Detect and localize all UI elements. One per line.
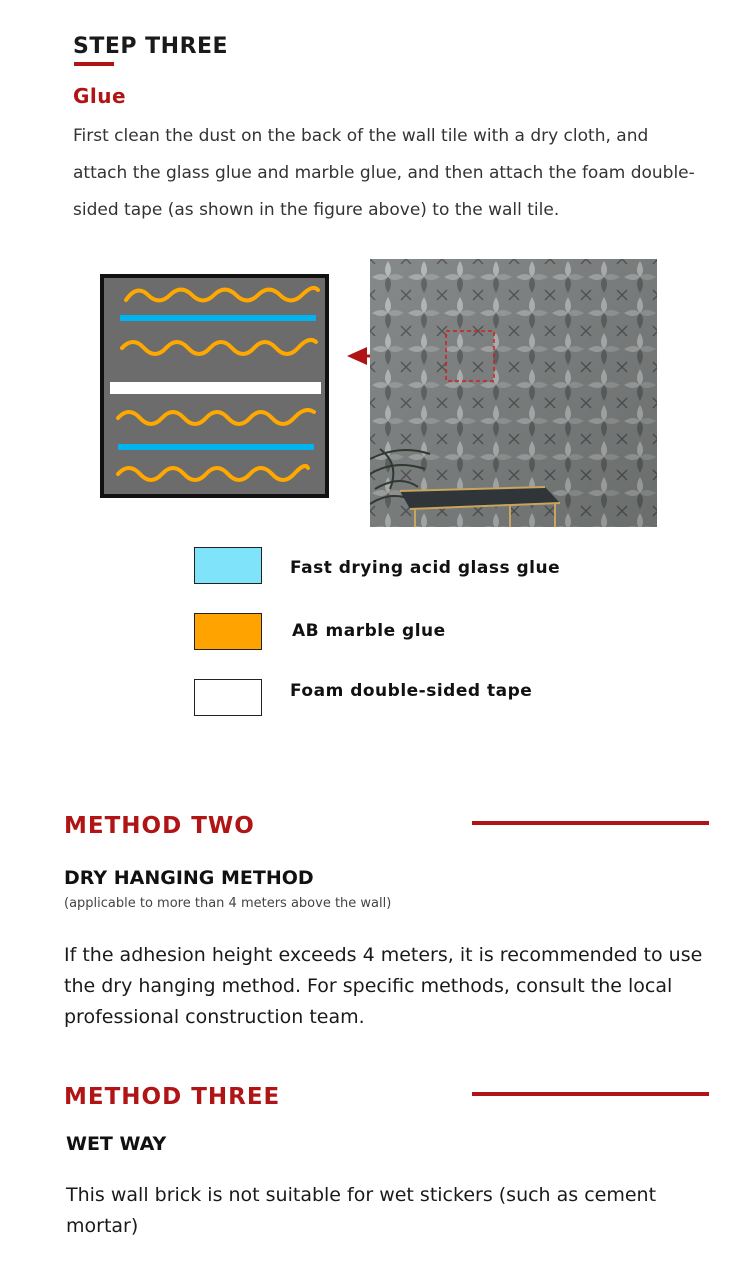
marble-glue-wave-4 [118,466,308,480]
method-three-paragraph: This wall brick is not suitable for wet stickers (such as cement mortar) [66,1184,657,1237]
method-two-title: METHOD TWO [64,813,255,839]
glass-glue-swatch [194,547,262,584]
wall-tile-pattern [370,259,657,527]
marble-glue-wave-2 [122,340,316,354]
marble-glue-label: AB marble glue [292,621,446,641]
foam-tape-swatch [194,679,262,716]
method-three-subtitle: WET WAY [66,1133,167,1155]
method-two-subtitle: DRY HANGING METHOD [64,867,314,889]
marble-glue-swatch [194,613,262,650]
marble-glue-wave-3 [118,410,314,424]
foam-tape-strip [110,382,321,394]
glue-heading: Glue [73,84,127,108]
glue-diagram-graphic [104,278,325,494]
glass-glue-strip-2 [118,444,314,450]
glass-glue-label: Fast drying acid glass glue [290,558,561,578]
method-three-divider [472,1092,709,1096]
step-title: STEP THREE [73,34,229,59]
glue-diagram [100,274,329,498]
wall-tile-photo [370,259,657,527]
method-two-divider [472,821,709,825]
method-three-title: METHOD THREE [64,1084,281,1110]
step-title-underline [74,62,114,66]
glue-instructions: First clean the dust on the back of the wall tile with a dry cloth, and attach the glass glue and marble glue, and then attach the foam double-sided tape (as shown in the figure above) to the wall tile. [73,126,695,220]
foam-tape-label: Foam double-sided tape [290,681,533,701]
marble-glue-wave-1 [126,288,318,301]
method-two-note: (applicable to more than 4 meters above the wall) [64,896,392,911]
glass-glue-strip-1 [120,315,316,321]
method-two-paragraph: If the adhesion height exceeds 4 meters, it is recommended to use the dry hanging method. For specific methods, consult the local professional construction team. [64,944,703,1028]
